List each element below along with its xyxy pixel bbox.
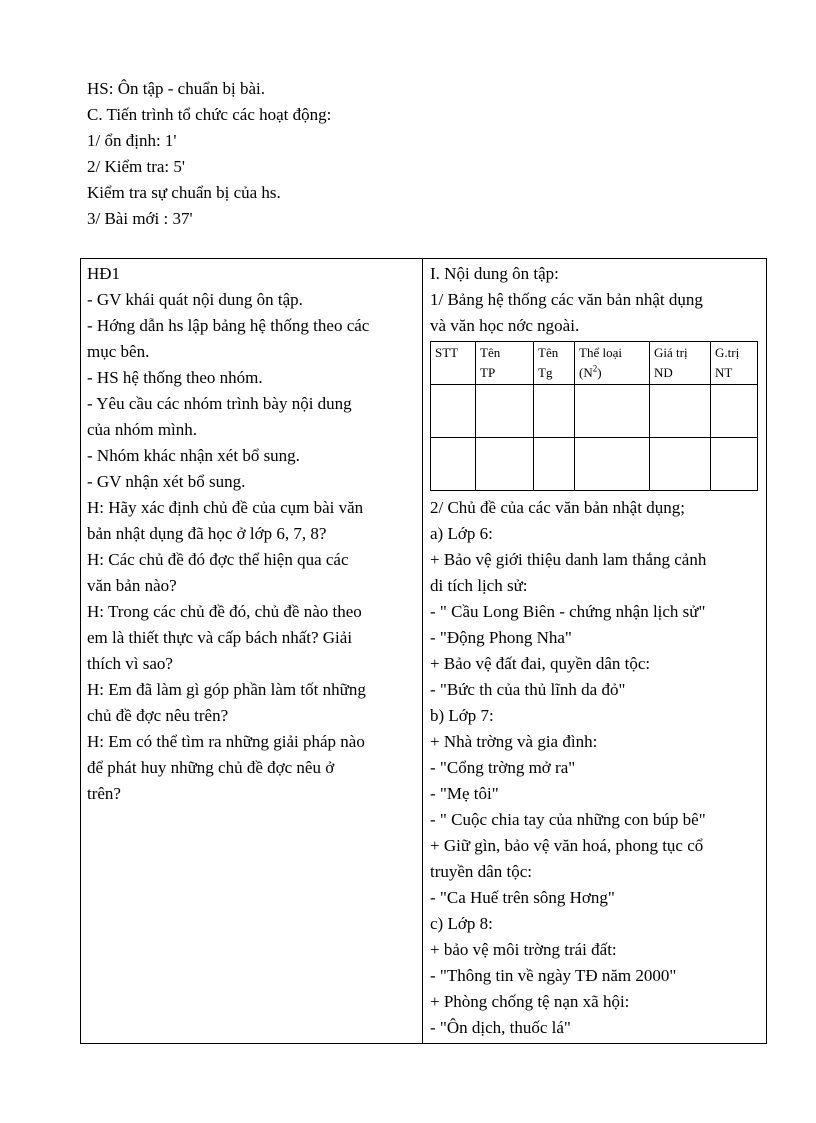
- header-text: ): [597, 365, 602, 380]
- activity-line: mục bên.: [87, 342, 150, 361]
- activity-line: - Hớng dẫn hs lập bảng hệ thống theo các: [87, 316, 370, 335]
- summary-table-header-row: [431, 342, 758, 385]
- summary-table-blank-row: [431, 385, 758, 438]
- header-text: NT: [715, 365, 733, 380]
- blank-cell: [711, 385, 758, 438]
- intro-line: C. Tiến trình tổ chức các hoạt động:: [87, 105, 332, 124]
- activity-line: chủ đề đợc nêu trên?: [87, 706, 229, 725]
- activity-line: H: Các chủ đề đó đợc thể hiện qua các: [87, 550, 349, 569]
- header-text: Tên: [480, 345, 501, 360]
- content-line: - "Thông tin về ngày TĐ năm 2000": [430, 966, 677, 985]
- intro-line: 1/ ổn định: 1': [87, 131, 177, 150]
- activity-line: H: Trong các chủ đề đó, chủ đề nào theo: [87, 602, 362, 621]
- blank-cell: [711, 438, 758, 491]
- activity-line: - GV nhận xét bổ sung.: [87, 472, 246, 491]
- intro-line: Kiểm tra sự chuẩn bị của hs.: [87, 183, 281, 202]
- blank-cell: [575, 438, 650, 491]
- content-line: và văn học nớc ngoài.: [430, 316, 580, 335]
- activity-line: H: Hãy xác định chủ đề của cụm bài văn: [87, 498, 364, 517]
- content-line: - "Cổng trờng mở ra": [430, 758, 576, 777]
- content-line: - "Bức th của thủ lĩnh da đỏ": [430, 680, 626, 699]
- content-line: truyền dân tộc:: [430, 862, 532, 881]
- blank-cell: [650, 438, 711, 491]
- header-text: STT: [435, 345, 459, 360]
- intro-line: 3/ Bài mới : 37': [87, 209, 193, 228]
- content-line: 2/ Chủ đề của các văn bản nhật dụng;: [430, 498, 685, 517]
- header-text: Tg: [538, 365, 553, 380]
- blank-cell: [534, 385, 575, 438]
- activity-line: của nhóm mình.: [87, 420, 198, 439]
- blank-cell: [431, 438, 476, 491]
- content-line: b) Lớp 7:: [430, 706, 494, 725]
- content-line: - "Động Phong Nha": [430, 628, 572, 647]
- content-line: - "Ôn dịch, thuốc lá": [430, 1018, 571, 1037]
- content-line: - " Cầu Long Biên - chứng nhận lịch sử": [430, 602, 706, 621]
- activity-line: em là thiết thực và cấp bách nhất? Giải: [87, 628, 353, 647]
- content-line: c) Lớp 8:: [430, 914, 493, 933]
- activity-line: trên?: [87, 784, 121, 803]
- blank-cell: [431, 385, 476, 438]
- content-line: + Phòng chống tệ nạn xã hội:: [430, 992, 630, 1011]
- header-text: Thể loại: [579, 345, 622, 360]
- activity-line: thích vì sao?: [87, 654, 173, 673]
- intro-section: [87, 76, 767, 232]
- header-text: TP: [480, 365, 496, 380]
- content-line: - "Ca Huế trên sông Hơng": [430, 888, 615, 907]
- content-line: di tích lịch sử:: [430, 576, 528, 595]
- activity-line: H: Em có thể tìm ra những giải pháp nào: [87, 732, 365, 751]
- header-cell-ten-tg: [534, 342, 575, 385]
- activity-line: H: Em đã làm gì góp phần làm tốt những: [87, 680, 366, 699]
- summary-table-blank-row: [431, 438, 758, 491]
- summary-table: [430, 341, 758, 491]
- activity-line: bản nhật dụng đã học ở lớp 6, 7, 8?: [87, 524, 327, 543]
- header-superscript: 2: [592, 363, 598, 374]
- activity-line: - HS hệ thống theo nhóm.: [87, 368, 263, 387]
- header-cell-stt: [431, 342, 476, 385]
- header-cell-ten-tp: [476, 342, 534, 385]
- blank-cell: [476, 438, 534, 491]
- blank-cell: [476, 385, 534, 438]
- column-divider: [422, 259, 423, 1043]
- activity-line: văn bản nào?: [87, 576, 177, 595]
- content-line: a) Lớp 6:: [430, 524, 493, 543]
- header-cell-the-loai: [575, 342, 650, 385]
- content-line: - "Mẹ tôi": [430, 784, 499, 803]
- header-text: Giá trị: [654, 345, 688, 360]
- blank-cell: [650, 385, 711, 438]
- activity-line: - Nhóm khác nhận xét bổ sung.: [87, 446, 300, 465]
- header-text: (N: [579, 365, 593, 380]
- activity-line: - GV khái quát nội dung ôn tập.: [87, 290, 303, 309]
- content-line: + bảo vệ môi trờng trái đất:: [430, 940, 617, 959]
- content-line: 1/ Bảng hệ thống các văn bản nhật dụng: [430, 290, 703, 309]
- content-line: - " Cuộc chia tay của những con búp bê": [430, 810, 706, 829]
- header-text: ND: [654, 365, 673, 380]
- content-line: + Bảo vệ đất đai, quyền dân tộc:: [430, 654, 651, 673]
- content-line: + Nhà trờng và gia đình:: [430, 732, 598, 751]
- header-cell-gia-tri-nt: [711, 342, 758, 385]
- content-line: + Bảo vệ giới thiệu danh lam thắng cảnh: [430, 550, 707, 569]
- blank-cell: [575, 385, 650, 438]
- intro-line: HS: Ôn tập - chuẩn bị bài.: [87, 79, 265, 98]
- content-line: + Giữ gìn, bảo vệ văn hoá, phong tục cổ: [430, 836, 704, 855]
- teacher-activity-column: [87, 261, 413, 807]
- content-column: [430, 261, 762, 1041]
- header-cell-gia-tri-nd: [650, 342, 711, 385]
- blank-cell: [534, 438, 575, 491]
- intro-line: 2/ Kiểm tra: 5': [87, 157, 185, 176]
- content-heading: I. Nội dung ôn tập:: [430, 264, 559, 283]
- activity-line: để phát huy những chủ đề đợc nêu ở: [87, 758, 335, 777]
- activity-line: HĐ1: [87, 264, 121, 283]
- header-text: G.trị: [715, 345, 740, 360]
- lesson-table: [80, 258, 767, 1044]
- header-text: Tên: [538, 345, 559, 360]
- activity-line: - Yêu cầu các nhóm trình bày nội dung: [87, 394, 352, 413]
